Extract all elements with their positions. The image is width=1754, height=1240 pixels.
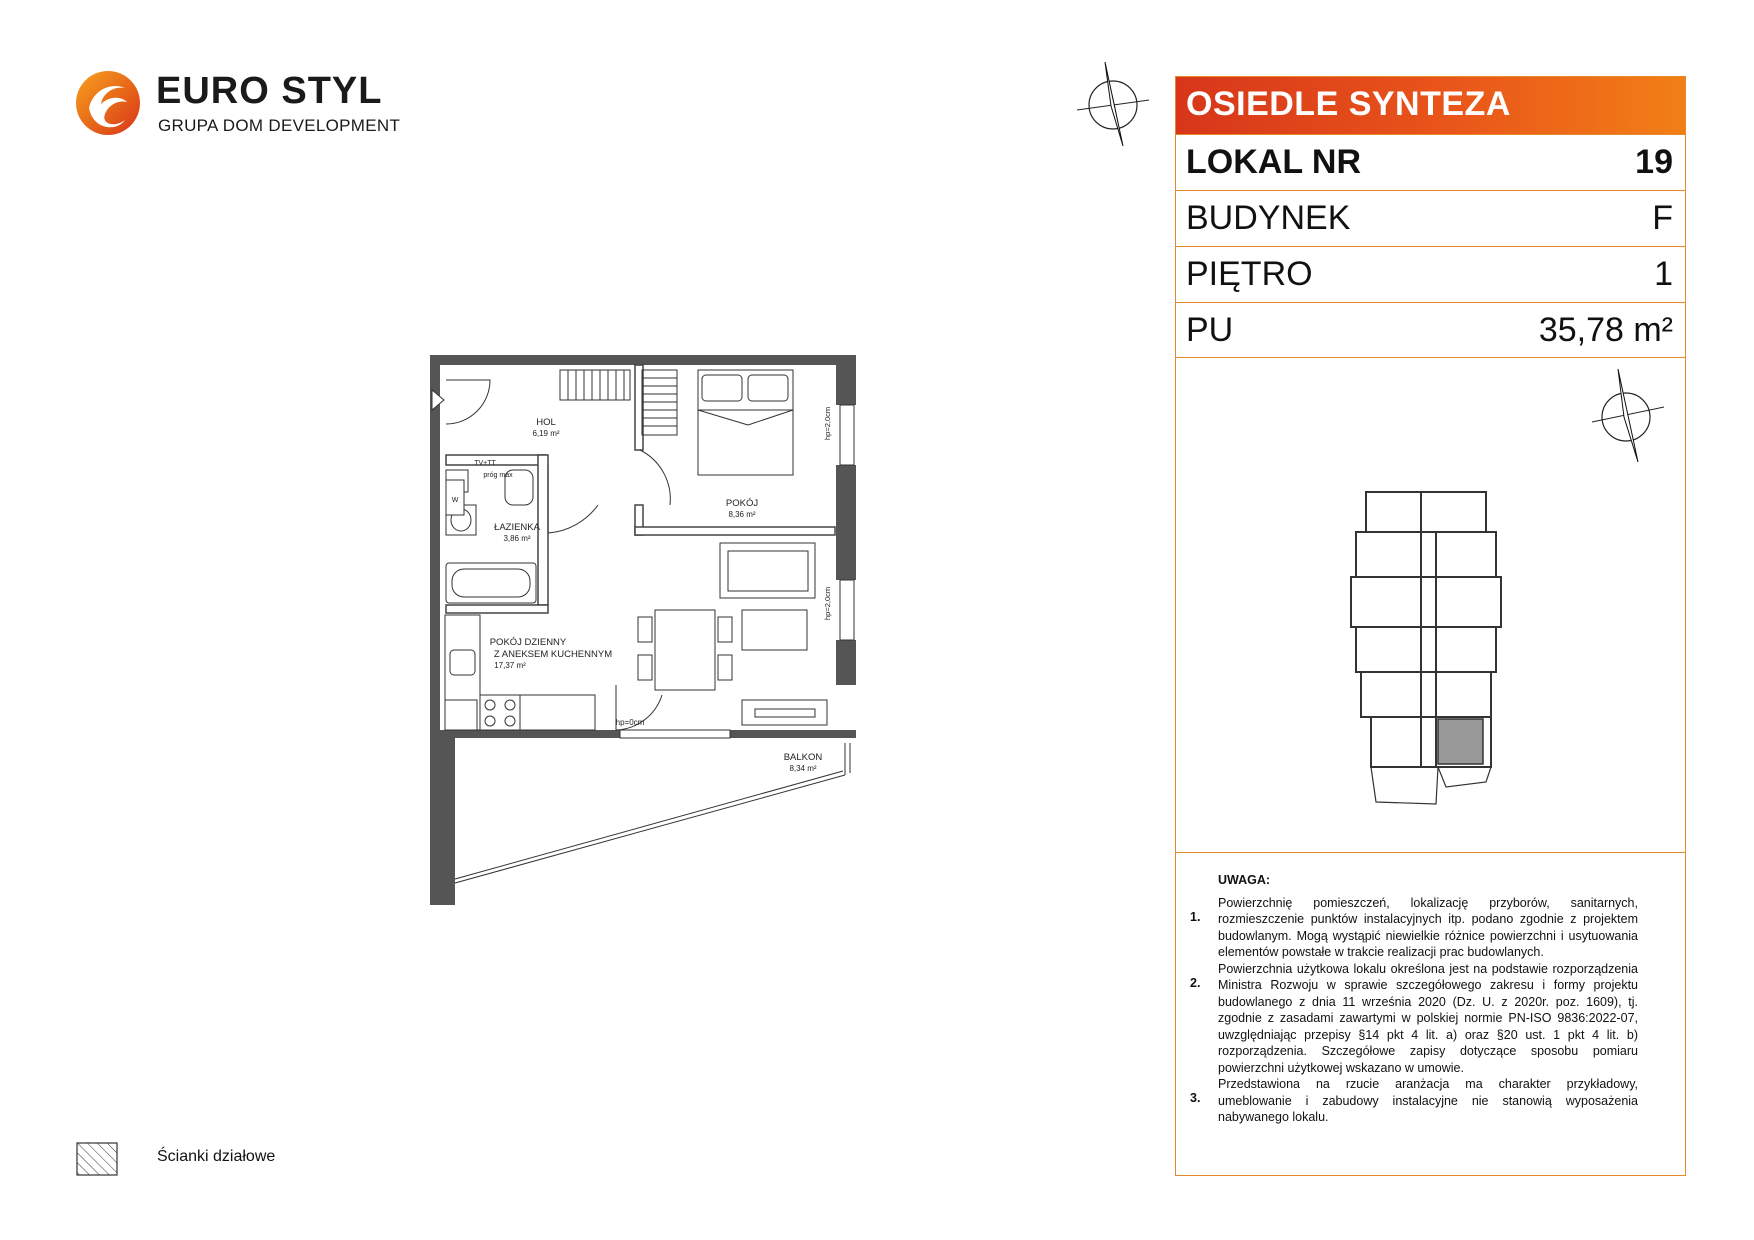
row-area [1176,302,1685,358]
note-item [1190,1076,1638,1126]
row-label: PU [1186,311,1234,349]
brand-subtitle: GRUPA DOM DEVELOPMENT [158,116,401,135]
floor-plan [430,355,860,905]
room-label-pokoj-dzienny: POKÓJ DZIENNY [489,637,567,648]
highlighted-unit [1438,719,1483,764]
notes-title: UWAGA: [1218,873,1271,887]
estate-name: OSIEDLE SYNTEZA [1186,85,1511,123]
row-unit-number [1176,134,1685,190]
row-value: F [1652,199,1673,237]
north-arrow-icon [1586,367,1676,467]
tv-label: TV+TT [474,460,496,467]
divider [1176,852,1685,853]
note-text: Przedstawiona na rzucie aranżacja ma charakter przykładowy, umeblowanie i zabudowy instalacyjne nie stanowią wyposażenia nabywanego lokalu. [1218,1077,1638,1124]
row-value: 1 [1654,255,1673,293]
legend-label: Ścianki działowe [157,1148,276,1165]
row-floor [1176,246,1685,302]
panel-header [1176,77,1685,134]
room-label-hol: HOL [536,417,556,428]
room-area-pokoj-dzienny: 17,37 m² [494,661,526,670]
room-area-hol: 6,19 m² [532,429,560,438]
note-number: 2. [1190,975,1201,990]
notes-section [1190,872,1638,1126]
hatch-legend-icon [76,1142,118,1176]
room-label-pokoj: POKÓJ [725,498,759,509]
window-threshold-label-1: hp=2,0cm [823,406,832,440]
room-label-balkon: BALKON [783,752,823,763]
note-item [1190,961,1638,1077]
room-area-lazienka: 3,86 m² [503,534,531,543]
room-label-aneks: Z ANEKSEM KUCHENNYM [493,649,613,660]
row-value: 35,78 m² [1538,311,1673,349]
info-panel [1175,76,1686,1176]
euro-styl-logo-icon [75,70,141,136]
row-label: BUDYNEK [1186,199,1351,237]
north-arrow-icon [1075,60,1155,150]
row-value: 19 [1635,143,1673,181]
row-building [1176,190,1685,246]
building-key-plan [1326,482,1526,812]
note-number: 1. [1190,909,1201,924]
row-label: PIĘTRO [1186,255,1313,293]
note-text: Powierzchnię pomieszczeń, lokalizację przyborów, sanitarnych, rozmieszczenie punktów instalacyjnych itp. podano zgodnie z projektem budowlanym. Mogą wystąpić niewielkie różnice powierzchni i usytuowania elementów powstałe w trakcie realizacji prac budowlanych. [1218,895,1638,959]
door-threshold-label: hp=0cm [615,718,645,727]
washer-label: W [451,497,459,504]
note-number: 3. [1190,1091,1201,1105]
row-label: LOKAL NR [1186,143,1362,181]
brand-name: EURO STYL [156,70,383,112]
note-item [1190,895,1638,961]
window-threshold-label-2: hp=2,0cm [823,586,832,620]
threshold-label: próg max [483,472,513,479]
room-label-lazienka: ŁAZIENKA [494,522,540,533]
room-area-pokoj: 8,36 m² [728,510,756,519]
note-text: Powierzchnia użytkowa lokalu określona jest na podstawie rozporządzenia Ministra Rozwoju w sprawie szczegółowego zakresu i formy projektu budowlanego z dnia 11 września 2020 (Dz. U. z 2020r. poz. 1609), tj. zgodnie z zasadami zawartymi w polskiej normie PN-ISO 9836:2022-07, uwzględniając przepisy §14 pkt 4 lit. a) oraz §20 ust. 1 pkt 4 lit. b) rozporządzenia. Szczegółowe zapisy dotyczące sposobu pomiaru powierzchni użytkowej wskazano w umowie. [1218,961,1638,1075]
room-area-balkon: 8,34 m² [789,764,817,773]
